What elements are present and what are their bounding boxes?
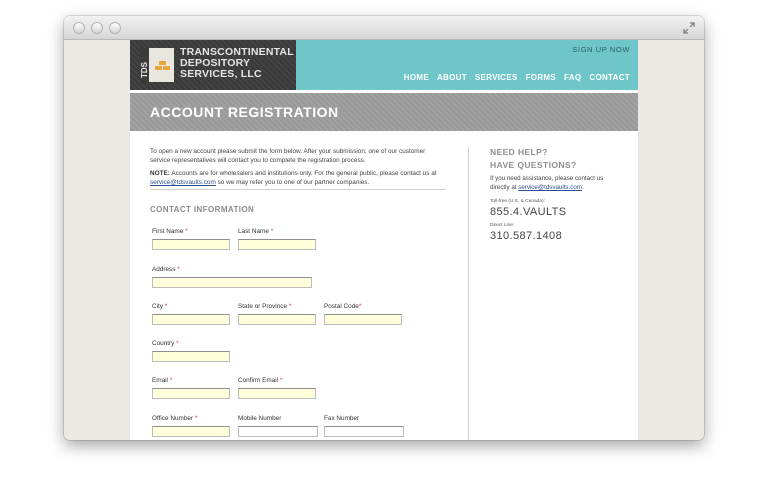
office-number-label: Office Number * [152, 415, 198, 422]
header-bar [296, 40, 638, 90]
company-name: TRANSCONTINENTAL DEPOSITORY SERVICES, LLC [180, 46, 294, 80]
postal-label: Postal Code* [324, 303, 362, 310]
email-input[interactable] [152, 388, 230, 399]
city-input[interactable] [152, 314, 230, 325]
help-text: If you need assistance, please contact us directly at service@tdsvaults.com. [490, 175, 604, 191]
signup-link[interactable]: SIGN UP NOW [572, 45, 630, 54]
address-input[interactable] [152, 277, 312, 288]
column-divider [468, 147, 469, 440]
section-title: CONTACT INFORMATION [150, 205, 255, 214]
nav-contact[interactable]: CONTACT [589, 73, 630, 82]
mobile-number-input[interactable] [238, 426, 318, 437]
note-body: Accounts are for wholesalers and institutions only. For the general public, please contact us at [171, 170, 437, 177]
first-name-input[interactable] [152, 239, 230, 250]
mobile-number-label: Mobile Number [238, 415, 282, 422]
last-name-input[interactable] [238, 239, 316, 250]
state-input[interactable] [238, 314, 316, 325]
nav-services[interactable]: SERVICES [474, 73, 518, 82]
postal-input[interactable] [324, 314, 402, 325]
zoom-window-button[interactable] [109, 22, 121, 34]
confirm-email-label: Confirm Email * [238, 377, 283, 384]
direct-line-number: 310.587.1408 [490, 230, 563, 242]
tds-logo-icon [140, 48, 174, 82]
svg-text:TDS: TDS [140, 62, 149, 78]
note-email-link[interactable]: service@tdsvaults.com [150, 179, 216, 186]
window-titlebar [64, 16, 704, 40]
state-label: State or Province * [238, 303, 292, 310]
help-heading: NEED HELP? [490, 147, 548, 157]
country-label: Country * [152, 340, 179, 347]
fullscreen-icon[interactable] [682, 21, 696, 35]
browser-window [64, 16, 704, 440]
tollfree-number: 855.4.VAULTS [490, 206, 567, 218]
sidebar-email-link[interactable]: service@tdsvaults.com [518, 183, 582, 191]
page-title: ACCOUNT REGISTRATION [150, 104, 339, 120]
last-name-label: Last Name * [238, 228, 274, 235]
first-name-label: First Name * [152, 228, 188, 235]
nav-home[interactable]: HOME [403, 73, 429, 82]
country-input[interactable] [152, 351, 230, 362]
nav-about[interactable]: ABOUT [436, 73, 467, 82]
nav-faq[interactable]: FAQ [564, 73, 582, 82]
divider [150, 189, 446, 190]
close-window-button[interactable] [73, 22, 85, 34]
nav-forms[interactable]: FORMS [525, 73, 557, 82]
direct-line-label: Direct Line: [490, 223, 515, 228]
address-label: Address * [152, 266, 180, 273]
confirm-email-input[interactable] [238, 388, 316, 399]
tollfree-label: Toll-free (U.S. & Canada): [490, 199, 545, 204]
office-number-input[interactable] [152, 426, 230, 437]
note-tail: so we may refer you to one of our partner companies. [217, 179, 370, 186]
note-text [150, 169, 442, 187]
city-label: City * [152, 303, 168, 310]
email-label: Email * [152, 377, 173, 384]
note-label: NOTE: [150, 170, 170, 177]
main-nav [404, 73, 630, 82]
site-logo[interactable] [130, 40, 296, 90]
fax-number-label: Fax Number [324, 415, 360, 422]
minimize-window-button[interactable] [91, 22, 103, 34]
questions-heading: HAVE QUESTIONS? [490, 160, 577, 170]
web-page [130, 40, 638, 440]
page-banner [130, 93, 638, 131]
fax-number-input[interactable] [324, 426, 404, 437]
intro-text: To open a new account please submit the form below. After your submission, one of our customer service representatives will contact you to complete the registration process. [150, 148, 426, 164]
